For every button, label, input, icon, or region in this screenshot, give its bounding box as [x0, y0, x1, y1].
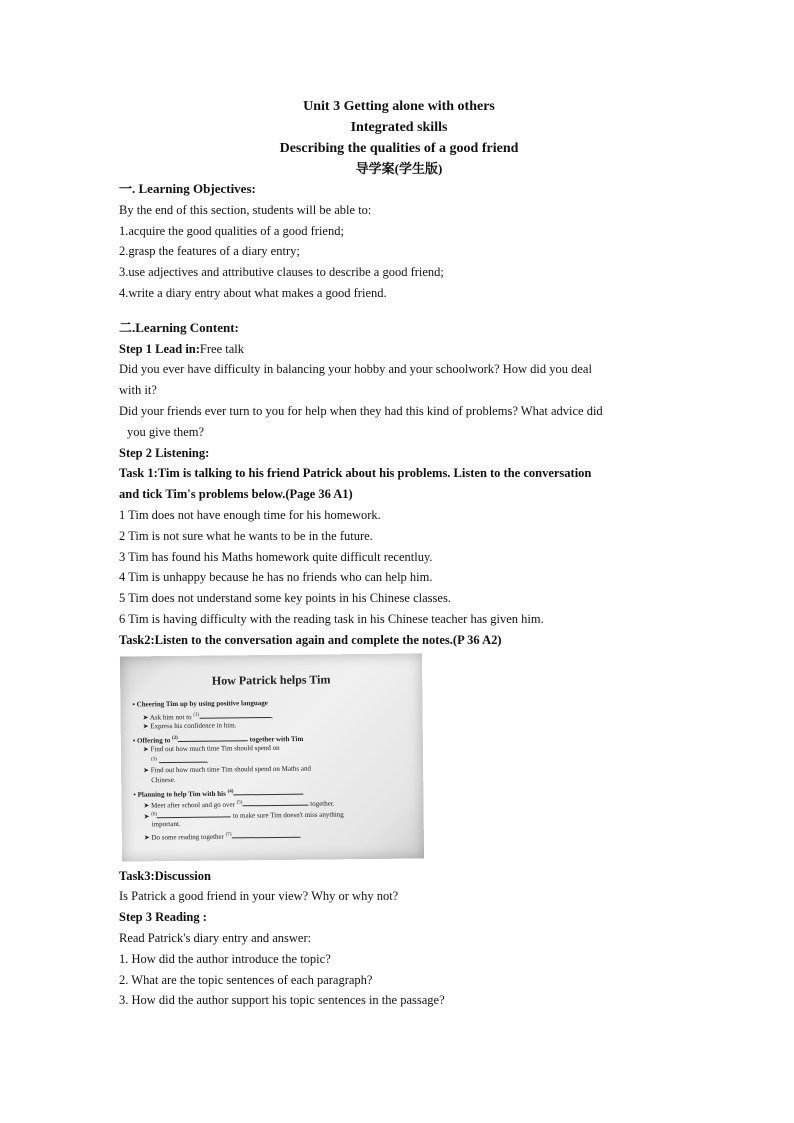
- task1-instruction-cont: and tick Tim's problems below.(Page 36 A1): [119, 487, 353, 502]
- unit-title: Unit 3 Getting alone with others: [303, 99, 495, 114]
- problem-item: 6 Tim is having difficulty with the reading task in his Chinese teacher has given him.: [119, 611, 544, 626]
- problem-item: 5 Tim does not understand some key points in his Chinese classes.: [119, 591, 451, 606]
- question-2: Did your friends ever turn to you for help when they had this kind of problems? What advice did: [119, 403, 603, 418]
- objectives-heading: 一. Learning Objectives:: [119, 181, 256, 196]
- task3-heading: Task3:Discussion: [119, 868, 211, 883]
- problem-item: 1 Tim does not have enough time for his homework.: [119, 507, 381, 522]
- question-1: Did you ever have difficulty in balancing your hobby and your schoolwork? How did you deal: [119, 362, 592, 377]
- objectives-intro: By the end of this section, students will be able to:: [119, 202, 372, 217]
- reading-question: 3. How did the author support his topic sentences in the passage?: [119, 993, 445, 1008]
- handout-sub-3b: ➤ $^{(6)}$ to make sure Tim doesn't miss anything: [143, 810, 344, 821]
- objective-item: 2.grasp the features of a diary entry;: [119, 244, 300, 259]
- step1-text: Free talk: [199, 341, 245, 356]
- objective-item: 4.write a diary entry about what makes a good friend.: [119, 285, 387, 300]
- handout-sub-3c: ➤ Do some reading together $^{(7)}$ .: [143, 831, 302, 842]
- handout-sub-2b: ➤ Find out how much time Tim should spend on Maths and: [143, 764, 312, 774]
- handout-sub-2a: ➤ Find out how much time Tim should spend on: [142, 743, 280, 753]
- step2-heading: Step 2 Listening:: [119, 445, 210, 460]
- reading-question: 1. How did the author introduce the topic?: [119, 951, 331, 966]
- handout-point-1: • Cheering Tim up by using positive language: [132, 698, 268, 708]
- question-1-cont: with it?: [119, 383, 157, 398]
- problem-item: 4 Tim is unhappy because he has no friends who can help him.: [119, 570, 433, 585]
- handout-sub-3a: ➤ Meet after school and go over $^{(5)}$ together.: [143, 799, 335, 810]
- handout-sub-1b: ➤ Express his confidence in him.: [142, 720, 237, 730]
- handout-point-3: • Planning to help Tim with his $^{(4)}$: [133, 786, 303, 799]
- problem-item: 3 Tim has found his Maths homework quite difficult recentluy.: [119, 549, 433, 564]
- task2-instruction: Task2:Listen to the conversation again and complete the notes.(P 36 A2): [119, 632, 502, 647]
- section-title: Integrated skills: [350, 120, 448, 135]
- question-2-cont: you give them?: [127, 424, 205, 439]
- problem-item: 2 Tim is not sure what he wants to be in the future.: [119, 528, 373, 543]
- step3-heading: Step 3 Reading :: [119, 910, 207, 925]
- content-heading: 二.Learning Content:: [119, 319, 239, 335]
- task1-instruction: Task 1:Tim is talking to his friend Patrick about his problems. Listen to the conversation: [119, 466, 592, 481]
- lesson-title: Describing the qualities of a good friend: [279, 141, 519, 156]
- handout-sub-3b-cont: important.: [151, 819, 181, 828]
- handout-sub-2b-cont: Chinese.: [151, 775, 176, 784]
- study-guide-label: 导学案(学生版): [355, 161, 443, 176]
- reading-question: 2. What are the topic sentences of each paragraph?: [119, 972, 373, 987]
- reading-intro: Read Patrick's diary entry and answer:: [119, 930, 312, 945]
- handout-image: [120, 653, 424, 861]
- objective-item: 3.use adjectives and attributive clauses to describe a good friend;: [119, 265, 444, 280]
- objective-item: 1.acquire the good qualities of a good friend;: [119, 223, 344, 238]
- document-page: [119, 96, 679, 1011]
- step1-label: Step 1 Lead in:: [119, 341, 200, 356]
- handout-sub-1a: ➤ Ask him not to $^{(1)}$ .: [142, 711, 274, 722]
- handout-title: How Patrick helps Tim: [211, 671, 331, 688]
- handout-point-2: • Offering to $^{(2)}$ together with Tim: [132, 734, 304, 745]
- step1-line: [119, 339, 679, 360]
- handout-sub-2a-blank: $^{(3)}$ .: [150, 756, 209, 765]
- task3-question: Is Patrick a good friend in your view? Why or why not?: [119, 889, 399, 904]
